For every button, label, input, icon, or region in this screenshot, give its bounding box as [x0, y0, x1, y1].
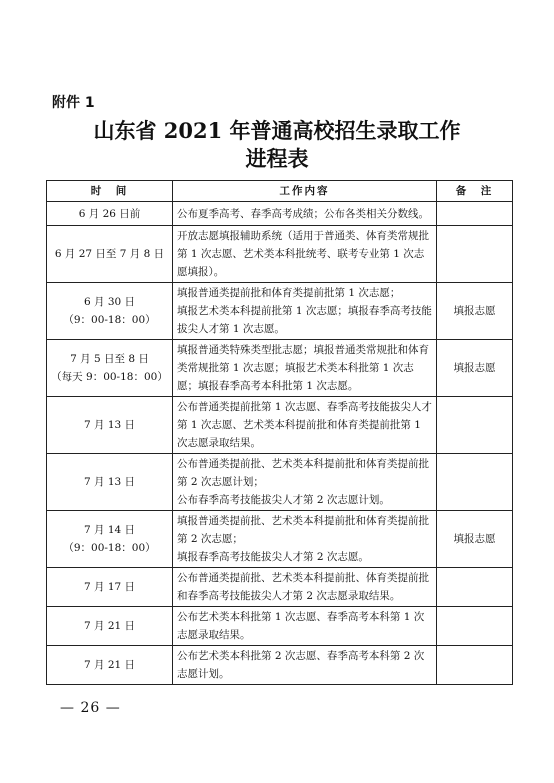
cell-note — [437, 202, 513, 226]
document-title-line-2: 进程表 — [245, 146, 309, 171]
cell-content: 填报普通类提前批、艺术类本科提前批和体育类提前批第 2 次志愿； 填报春季高考技能拔尖人才第 2 次志愿。 — [173, 511, 437, 568]
cell-note — [437, 607, 513, 646]
table-header-row — [47, 181, 513, 202]
cell-note — [437, 646, 513, 685]
cell-time: 7 月 13 日 — [47, 454, 173, 511]
cell-time: 7 月 17 日 — [47, 568, 173, 607]
schedule-table — [46, 180, 513, 685]
cell-time: 6 月 27 日至 7 月 8 日 — [47, 226, 173, 283]
header-content: 工作内容 — [173, 181, 437, 202]
table-row — [47, 568, 513, 607]
page-number: — 26 — — [60, 700, 121, 716]
cell-content: 公布普通类提前批、艺术类本科提前批和体育类提前批第 2 次志愿计划； 公布春季高考技能拔尖人才第 2 次志愿计划。 — [173, 454, 437, 511]
table-row — [47, 226, 513, 283]
table-row — [47, 202, 513, 226]
cell-note — [437, 397, 513, 454]
table-row — [47, 340, 513, 397]
cell-content: 公布艺术类本科批第 2 次志愿、春季高考本科第 2 次志愿计划。 — [173, 646, 437, 685]
table-row — [47, 511, 513, 568]
table-row — [47, 283, 513, 340]
cell-content: 填报普通类提前批和体育类提前批第 1 次志愿； 填报艺术类本科提前批第 1 次志愿；填报春季高考技能拔尖人才第 1 次志愿。 — [173, 283, 437, 340]
cell-content: 开放志愿填报辅助系统（适用于普通类、体育类常规批第 1 次志愿、艺术类本科批统考、联考专业第 1 次志愿填报）。 — [173, 226, 437, 283]
cell-note — [437, 226, 513, 283]
cell-content: 公布艺术类本科批第 1 次志愿、春季高考本科第 1 次志愿录取结果。 — [173, 607, 437, 646]
document-title-line-1: 山东省 2021 年普通高校招生录取工作 — [93, 118, 461, 143]
cell-time: 7 月 14 日 （9：00-18：00） — [47, 511, 173, 568]
cell-content: 公布普通类提前批第 1 次志愿、春季高考技能拔尖人才第 1 次志愿、艺术类本科提前批和体育类提前批第 1 次志愿录取结果。 — [173, 397, 437, 454]
table-row — [47, 646, 513, 685]
cell-time: 6 月 26 日前 — [47, 202, 173, 226]
cell-note: 填报志愿 — [437, 283, 513, 340]
table-row — [47, 607, 513, 646]
cell-note — [437, 454, 513, 511]
cell-content: 公布普通类提前批、艺术类本科提前批、体育类提前批和春季高考技能拔尖人才第 2 次志愿录取结果。 — [173, 568, 437, 607]
cell-time: 7 月 13 日 — [47, 397, 173, 454]
table-body — [47, 202, 513, 685]
cell-note: 填报志愿 — [437, 511, 513, 568]
cell-time: 6 月 30 日 （9：00-18：00） — [47, 283, 173, 340]
cell-content: 公布夏季高考、春季高考成绩；公布各类相关分数线。 — [173, 202, 437, 226]
cell-note — [437, 568, 513, 607]
attachment-label: 附件 1 — [52, 95, 95, 111]
table-row — [47, 454, 513, 511]
header-time: 时 间 — [47, 181, 173, 202]
header-note: 备 注 — [437, 181, 513, 202]
cell-time: 7 月 21 日 — [47, 646, 173, 685]
cell-note: 填报志愿 — [437, 340, 513, 397]
cell-time: 7 月 5 日至 8 日 （每天 9：00-18：00） — [47, 340, 173, 397]
table-row — [47, 397, 513, 454]
cell-time: 7 月 21 日 — [47, 607, 173, 646]
cell-content: 填报普通类特殊类型批志愿；填报普通类常规批和体育类常规批第 1 次志愿；填报艺术类本科批第 1 次志愿；填报春季高考本科批第 1 次志愿。 — [173, 340, 437, 397]
